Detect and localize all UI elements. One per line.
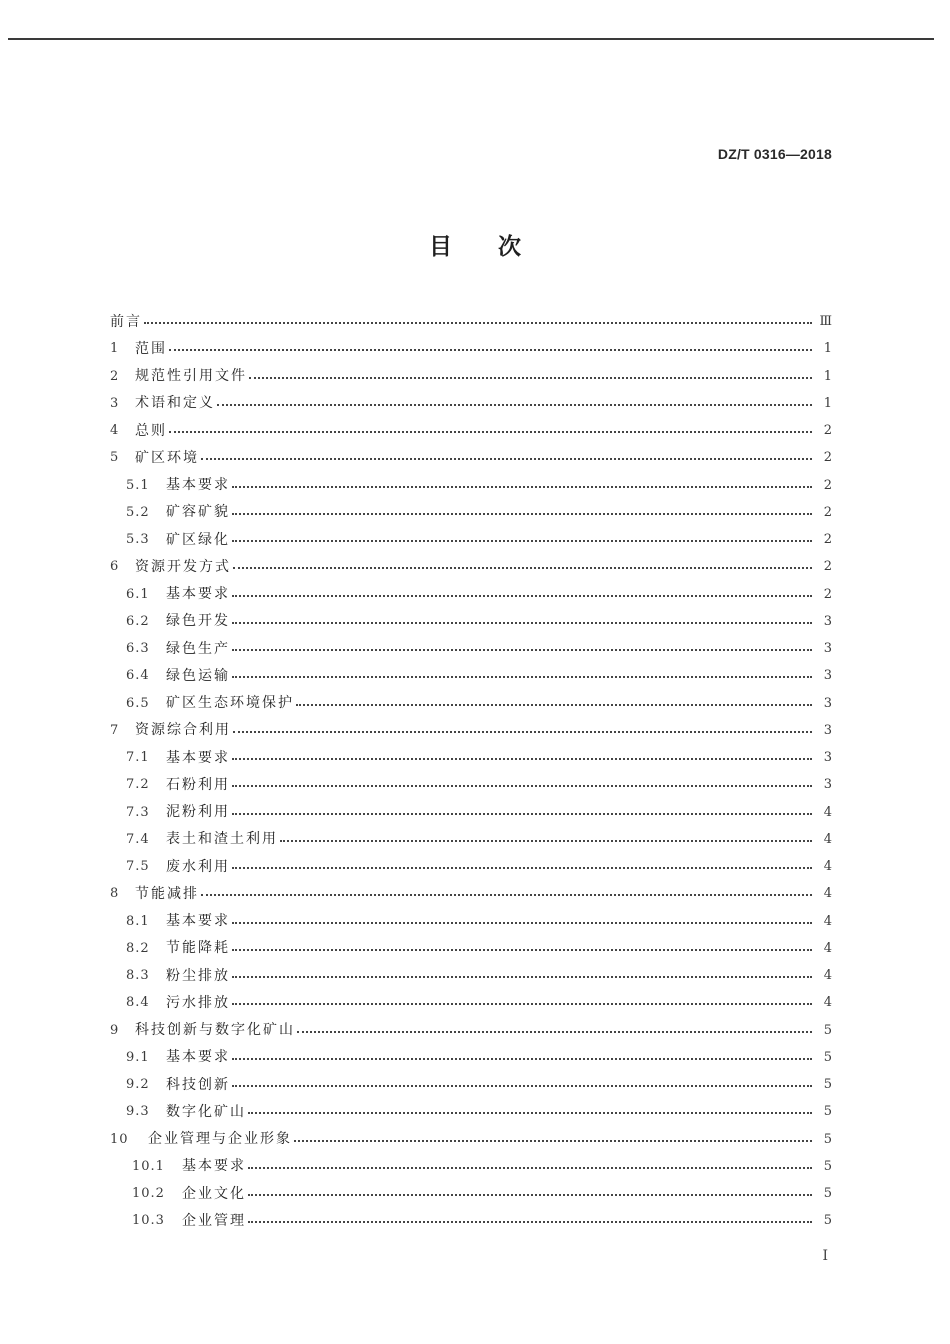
toc-entry-page: 5 [823,1104,832,1120]
dot-leader [294,1139,812,1142]
toc-entry-label: 矿区环境 [135,449,199,466]
toc-entry-number: 9 [110,1022,120,1038]
toc-entry-label: 基本要求 [166,477,230,494]
toc-entry-label: 基本要求 [166,1049,230,1066]
toc-entry-page: 1 [823,341,832,357]
toc-entry-number: 7.3 [126,804,150,820]
dot-leader [248,1166,812,1169]
toc-entry-number: 9.2 [126,1077,150,1093]
toc-entry-page: 1 [823,395,832,411]
toc-entry[interactable] [110,853,832,880]
toc-entry-label: 企业管理与企业形象 [148,1131,292,1148]
toc-entry-label: 绿色运输 [166,667,230,684]
toc-entry[interactable] [110,880,832,907]
toc-entry[interactable] [110,717,832,744]
toc-entry-page: 4 [823,940,832,956]
toc-entry-label: 石粉利用 [166,776,230,793]
toc-entry-number: 5.1 [126,477,150,493]
toc-entry-page: 2 [823,504,832,520]
dot-leader [232,1057,812,1060]
toc-entry-page: 2 [823,423,832,439]
toc-entry-label: 基本要求 [182,1158,246,1175]
toc-entry-label: 基本要求 [166,586,230,603]
toc-entry[interactable] [110,472,832,499]
toc-entry[interactable] [110,799,832,826]
toc-entry-label: 前言 [110,313,142,330]
dot-leader [296,703,812,706]
toc-entry-label: 范围 [135,340,167,357]
toc-entry[interactable] [110,444,832,471]
toc-entry[interactable] [110,1044,832,1071]
toc-entry-number: 9.1 [126,1049,150,1065]
toc-entry-label: 术语和定义 [135,395,215,412]
toc-entry[interactable] [110,1153,832,1180]
toc-entry[interactable] [110,962,832,989]
toc-entry-page: 3 [823,722,832,738]
document-code: DZ/T 0316—2018 [717,146,832,162]
toc-entry-label: 节能减排 [135,885,199,902]
toc-entry-page: 2 [823,532,832,548]
toc-entry-number: 7.2 [126,777,150,793]
toc-entry[interactable] [110,935,832,962]
dot-leader [232,539,812,542]
toc-entry-number: 5.3 [126,532,150,548]
toc-entry-number: 6 [110,559,120,575]
dot-leader [297,1030,812,1033]
toc-entry[interactable] [110,1017,832,1044]
dot-leader [232,485,812,488]
toc-entry-number: 8.2 [126,940,150,956]
dot-leader [169,348,812,351]
dot-leader [232,757,812,760]
toc-entry-label: 废水利用 [166,858,230,875]
toc-entry-label: 企业文化 [182,1185,246,1202]
toc-title: 目次 [429,233,567,260]
toc-entry-page: 3 [823,750,832,766]
dot-leader [232,1002,812,1005]
toc-entry-number: 5.2 [126,504,150,520]
toc-entry-number: 7 [110,722,120,738]
toc-entry-page: 4 [823,886,832,902]
toc-entry[interactable] [110,553,832,580]
dot-leader [169,430,812,433]
toc-entry[interactable] [110,1071,832,1098]
toc-entry[interactable] [110,744,832,771]
toc-entry-number: 5 [110,450,120,466]
dot-leader [232,648,812,651]
toc-entry[interactable] [110,771,832,798]
toc-entry-label: 绿色生产 [166,640,230,657]
dot-leader [280,839,812,842]
toc-entry-page: 1 [823,368,832,384]
toc-entry-number: 3 [110,395,120,411]
toc-entry-number: 10 [110,1131,129,1147]
header-rule [8,38,934,40]
dot-leader [201,457,812,460]
toc-entry[interactable] [110,635,832,662]
toc-entry[interactable] [110,417,832,444]
toc-entry[interactable] [110,308,832,335]
dot-leader [233,730,812,733]
toc-entry[interactable] [110,499,832,526]
toc-entry-page: 3 [823,777,832,793]
toc-entry-page: 5 [823,1131,832,1147]
dot-leader [232,675,812,678]
toc-entry-label: 总则 [135,422,167,439]
table-of-contents [110,308,832,1235]
dot-leader [232,594,812,597]
dot-leader [232,621,812,624]
toc-entry-label: 表土和渣土利用 [166,831,278,848]
toc-entry-number: 4 [110,423,120,439]
dot-leader [232,866,812,869]
dot-leader [232,948,812,951]
toc-entry-number: 8.3 [126,968,150,984]
toc-entry-page: 5 [823,1022,832,1038]
dot-leader [233,566,812,569]
toc-entry-label: 矿容矿貌 [166,504,230,521]
toc-entry[interactable] [110,1126,832,1153]
dot-leader [249,376,812,379]
dot-leader [232,1084,812,1087]
dot-leader [201,893,812,896]
toc-entry-number: 7.1 [126,750,150,766]
toc-entry-number: 6.4 [126,668,150,684]
toc-entry[interactable] [110,581,832,608]
toc-entry-number: 1 [110,341,120,357]
dot-leader [232,975,812,978]
toc-entry-label: 泥粉利用 [166,804,230,821]
toc-entry-page: 4 [823,968,832,984]
toc-entry-label: 节能降耗 [166,940,230,957]
toc-entry-page: 4 [823,804,832,820]
toc-entry-label: 资源开发方式 [135,558,231,575]
toc-entry-label: 科技创新与数字化矿山 [135,1022,295,1039]
dot-leader [248,1111,812,1114]
toc-entry[interactable] [110,690,832,717]
toc-entry-label: 污水排放 [166,994,230,1011]
toc-entry-label: 基本要求 [166,913,230,930]
toc-entry[interactable] [110,363,832,390]
toc-entry-number: 10.2 [132,1186,165,1202]
toc-entry-number: 8 [110,886,120,902]
toc-entry-number: 7.4 [126,831,150,847]
toc-entry-page: 2 [823,477,832,493]
toc-entry-label: 绿色开发 [166,613,230,630]
toc-entry-label: 数字化矿山 [166,1103,246,1120]
toc-entry-page: 3 [823,641,832,657]
toc-entry[interactable] [110,1207,832,1234]
dot-leader [232,512,812,515]
toc-entry-page: 3 [823,613,832,629]
toc-entry-page: Ⅲ [819,314,832,330]
dot-leader [232,812,812,815]
toc-entry[interactable] [110,608,832,635]
toc-entry-label: 矿区生态环境保护 [166,695,294,712]
toc-entry-number: 10.3 [132,1213,165,1229]
toc-entry-page: 5 [823,1049,832,1065]
toc-entry-number: 7.5 [126,859,150,875]
toc-entry-number: 6.1 [126,586,150,602]
toc-entry-number: 6.3 [126,641,150,657]
toc-entry-page: 5 [823,1077,832,1093]
toc-entry-page: 2 [823,586,832,602]
dot-leader [248,1220,812,1223]
toc-entry[interactable] [110,1180,832,1207]
dot-leader [217,403,812,406]
toc-entry[interactable] [110,662,832,689]
toc-entry-number: 6.2 [126,613,150,629]
toc-entry-page: 2 [823,450,832,466]
toc-entry[interactable] [110,989,832,1016]
toc-entry[interactable] [110,335,832,362]
toc-entry-page: 5 [823,1186,832,1202]
toc-entry-label: 粉尘排放 [166,967,230,984]
dot-leader [248,1193,812,1196]
toc-entry[interactable] [110,826,832,853]
toc-entry[interactable] [110,526,832,553]
toc-entry-number: 2 [110,368,120,384]
toc-entry-label: 矿区绿化 [166,531,230,548]
toc-entry-number: 10.1 [132,1158,165,1174]
toc-entry-page: 3 [823,668,832,684]
toc-entry-page: 4 [823,831,832,847]
toc-entry-page: 5 [823,1213,832,1229]
toc-entry-page: 4 [823,913,832,929]
toc-entry-number: 8.4 [126,995,150,1011]
toc-entry[interactable] [110,908,832,935]
toc-entry-label: 基本要求 [166,749,230,766]
dot-leader [144,321,812,324]
toc-entry-label: 科技创新 [166,1076,230,1093]
dot-leader [232,784,812,787]
toc-entry-page: 2 [823,559,832,575]
page-number: I [822,1248,828,1264]
toc-entry-number: 9.3 [126,1104,150,1120]
toc-entry-number: 8.1 [126,913,150,929]
toc-entry-page: 5 [823,1158,832,1174]
toc-entry-number: 6.5 [126,695,150,711]
toc-entry[interactable] [110,1098,832,1125]
dot-leader [232,921,812,924]
toc-entry-page: 4 [823,995,832,1011]
toc-entry-page: 4 [823,859,832,875]
toc-entry-page: 3 [823,695,832,711]
toc-entry-label: 资源综合利用 [135,722,231,739]
toc-entry-label: 企业管理 [182,1212,246,1229]
toc-entry[interactable] [110,390,832,417]
toc-entry-label: 规范性引用文件 [135,368,247,385]
